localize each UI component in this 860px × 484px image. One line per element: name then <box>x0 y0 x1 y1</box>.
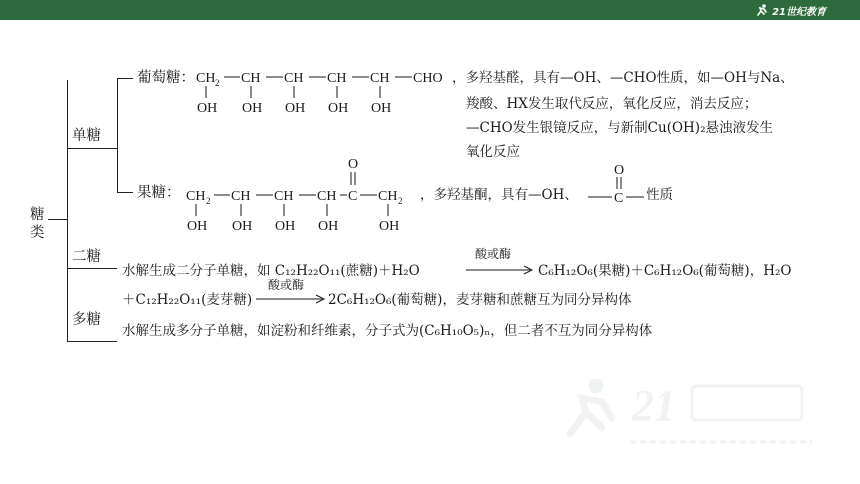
runner-logo-icon <box>755 3 769 17</box>
glucose-oh-5: OH <box>371 101 392 116</box>
mono-sub-vertical <box>117 78 118 192</box>
fructose-c6-subscript: 2 <box>398 196 403 206</box>
fructose-c5: C <box>348 189 358 204</box>
glucose-c3: CH <box>284 71 304 86</box>
reaction-arrow-2 <box>256 294 326 304</box>
di-label: 二糖 <box>72 249 101 265</box>
ketone-oxygen: O <box>614 163 625 178</box>
glucose-oh-3: OH <box>285 101 306 116</box>
glucose-c6: CHO <box>413 71 443 86</box>
fructose-c3: CH <box>274 189 294 204</box>
glucose-desc-1: ，多羟基醛，具有—OH、—CHO性质，如—OH与Na、 <box>452 70 794 86</box>
ketone-group <box>586 160 646 206</box>
di-condition-1: 酸或酶 <box>475 247 512 261</box>
fructose-c4: CH <box>317 189 337 204</box>
fructose-carbonyl-oxygen: O <box>348 157 359 172</box>
glucose-branch <box>117 78 133 79</box>
fructose-c2: CH <box>231 189 251 204</box>
brand-logo <box>755 1 826 19</box>
glucose-desc-3: —CHO发生银镜反应，与新制Cu(OH)₂悬浊液发生 <box>466 120 773 136</box>
logo-text: 21世纪教育 <box>772 6 826 18</box>
fructose-desc-b: 性质 <box>646 187 673 203</box>
glucose-desc-2: 羧酸、HX发生取代反应，氧化反应，消去反应； <box>466 96 758 112</box>
glucose-label: 葡萄糖： <box>137 70 195 86</box>
fructose-c1: CH <box>186 189 206 204</box>
glucose-c1-subscript: 2 <box>215 78 220 88</box>
mono-branch <box>67 148 117 149</box>
fructose-label: 果糖： <box>137 185 181 201</box>
glucose-desc-4: 氧化反应 <box>466 144 520 160</box>
root-connector <box>48 219 68 220</box>
di-desc-1a: 水解生成二分子单糖，如 C₁₂H₂₂O₁₁(蔗糖)＋H₂O <box>122 263 420 279</box>
fructose-c6: CH <box>378 189 398 204</box>
ketone-carbon: C <box>614 191 624 206</box>
poly-branch <box>67 341 117 342</box>
di-desc-2b: 2C₆H₁₂O₆(葡萄糖)，麦芽糖和蔗糖互为同分异构体 <box>328 292 632 308</box>
di-branch <box>67 268 117 269</box>
glucose-c2: CH <box>241 71 261 86</box>
header-bar <box>0 0 860 20</box>
fructose-oh-5: OH <box>379 219 400 232</box>
fructose-oh-1: OH <box>187 219 208 232</box>
fructose-oh-3: OH <box>275 219 296 232</box>
root-label-text: 糖 类 <box>30 207 45 241</box>
glucose-structure <box>196 62 446 118</box>
poly-desc: 水解生成多分子单糖，如淀粉和纤维素，分子式为(C₆H₁₀O₅)ₙ，但二者不互为同分异构体 <box>122 323 653 339</box>
fructose-branch <box>117 192 133 193</box>
svg-text:21: 21 <box>632 381 676 430</box>
di-condition-2: 酸或酶 <box>268 278 305 292</box>
brand-watermark <box>562 372 822 452</box>
glucose-c5: CH <box>370 71 390 86</box>
fructose-c1-subscript: 2 <box>206 196 211 206</box>
glucose-c4: CH <box>327 71 347 86</box>
root-label <box>30 206 46 242</box>
main-vertical-line <box>67 80 68 342</box>
glucose-oh-1: OH <box>197 101 218 116</box>
di-desc-1b: C₆H₁₂O₆(果糖)＋C₆H₁₂O₆(葡萄糖)，H₂O <box>538 263 792 279</box>
fructose-oh-2: OH <box>232 219 253 232</box>
reaction-arrow-1 <box>466 265 534 275</box>
fructose-oh-4: OH <box>318 219 339 232</box>
fructose-structure <box>186 152 416 232</box>
glucose-oh-2: OH <box>242 101 263 116</box>
glucose-oh-4: OH <box>328 101 349 116</box>
fructose-desc-a: ，多羟基酮，具有—OH、 <box>420 187 578 203</box>
poly-label: 多糖 <box>72 312 101 328</box>
mono-label: 单糖 <box>72 128 101 144</box>
di-desc-2a: ＋C₁₂H₂₂O₁₁(麦芽糖) <box>122 292 253 308</box>
glucose-c1: CH <box>196 71 216 86</box>
